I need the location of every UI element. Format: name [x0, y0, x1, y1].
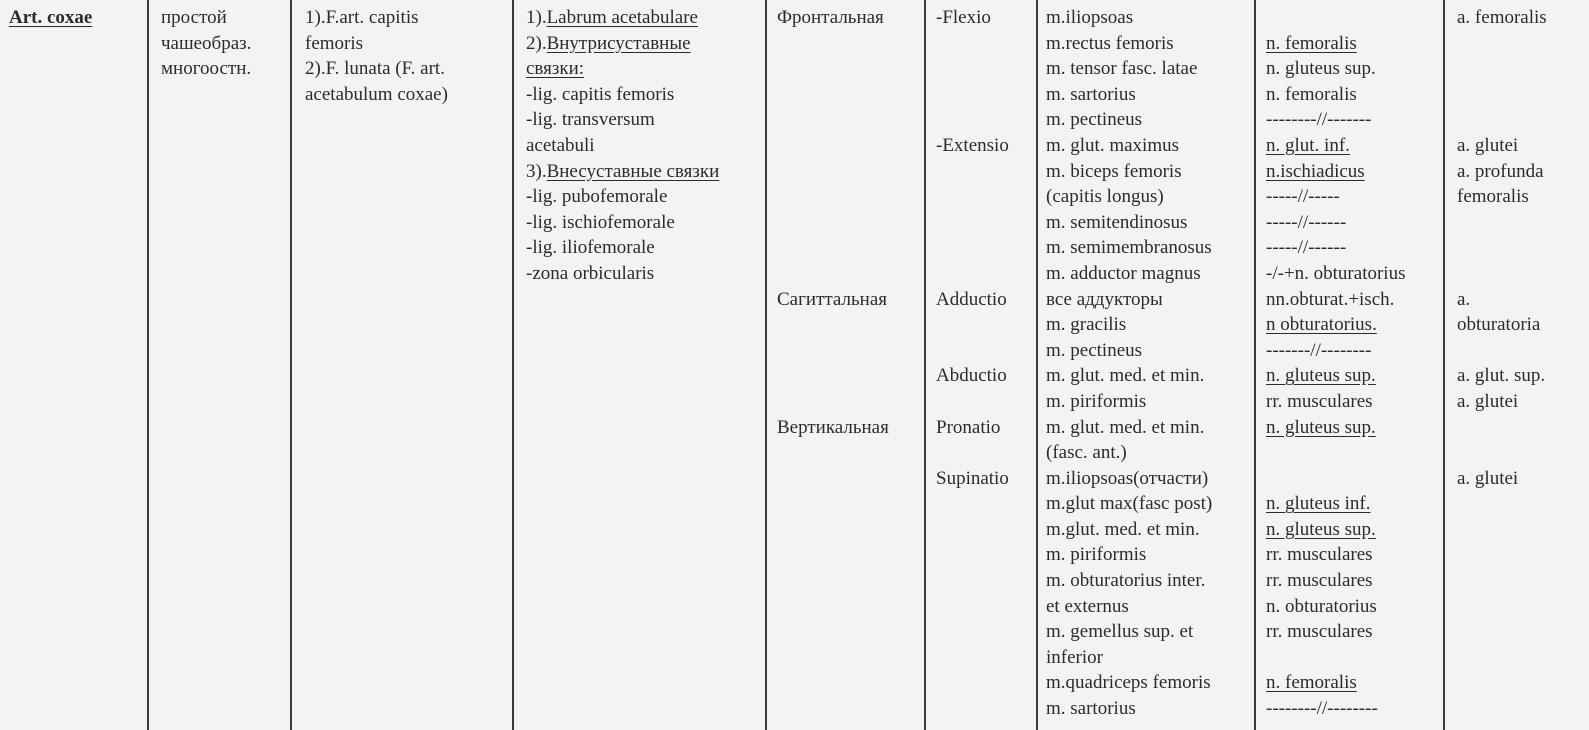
muscle-name: m. pectineus — [1046, 339, 1143, 361]
arteries-cell — [1457, 5, 1547, 491]
joint-type-cell — [161, 5, 251, 82]
artery-name — [1457, 82, 1547, 108]
artery-name — [1457, 210, 1547, 236]
table-divider — [1036, 0, 1038, 730]
axis-label — [777, 338, 889, 364]
movement-label — [936, 31, 1009, 57]
table-divider — [290, 0, 292, 730]
nerve-name: n. gluteus sup. — [1266, 518, 1376, 540]
table-divider — [1443, 0, 1445, 730]
movement-label — [936, 107, 1009, 133]
axis-label: Вертикальная — [777, 416, 889, 438]
nerve-name — [1266, 466, 1405, 492]
muscle-name: m. pectineus — [1046, 109, 1143, 131]
muscle-name: m. obturatorius inter. — [1046, 570, 1206, 592]
nerve-name: n. femoralis — [1266, 672, 1357, 694]
table-divider — [924, 0, 926, 730]
movement-label: Adductio — [936, 288, 1007, 310]
movement-label — [936, 210, 1009, 236]
artery-name — [1457, 31, 1547, 57]
nerve-name: -/-+n. obturatorius — [1266, 262, 1406, 284]
artery-name — [1457, 235, 1547, 261]
joint-type-line: чашеобраз. — [161, 32, 252, 54]
muscle-name: m. glut. med. et min. — [1046, 365, 1205, 387]
nerve-name: n.ischiadicus — [1266, 160, 1365, 182]
movement-label — [936, 159, 1009, 185]
table-divider — [1254, 0, 1256, 730]
nerve-name: --------//------- — [1266, 109, 1372, 131]
nerve-name: rr. musculares — [1266, 390, 1373, 412]
movement-label: -Extensio — [936, 134, 1009, 156]
artery-name — [1457, 56, 1547, 82]
artery-name — [1457, 261, 1547, 287]
movement-label: Pronatio — [936, 416, 1001, 438]
muscle-name: m. piriformis — [1046, 390, 1147, 412]
axis-label — [777, 389, 889, 415]
joint-type-line: простой — [161, 7, 227, 28]
muscle-name: m.glut. med. et min. — [1046, 518, 1200, 540]
apparatus-line: -lig. transversum — [526, 109, 655, 131]
muscle-name: m. biceps femoris — [1046, 160, 1182, 182]
movement-label — [936, 338, 1009, 364]
nerve-name: n obturatorius. — [1266, 314, 1377, 336]
table-divider — [147, 0, 149, 730]
nerve-name: n. gluteus inf. — [1266, 493, 1371, 515]
muscle-name: m. glut. maximus — [1046, 134, 1179, 156]
articular-surface-line: 2).F. lunata (F. art. — [305, 58, 445, 80]
muscle-name: m.iliopsoas — [1046, 7, 1134, 28]
muscle-name: m. piriformis — [1046, 544, 1147, 566]
joint-name: Art. coxae — [9, 7, 93, 28]
movement-label — [936, 389, 1009, 415]
movement-label — [936, 184, 1009, 210]
nerve-name: n. gluteus sup. — [1266, 416, 1376, 438]
muscle-name: все аддукторы — [1046, 288, 1163, 310]
axis-label: Сагиттальная — [777, 288, 887, 310]
auxiliary-apparatus-cell — [526, 5, 719, 287]
table-divider — [765, 0, 767, 730]
axis-label: Фронтальная — [777, 7, 884, 28]
nerve-name: n. glut. inf. — [1266, 134, 1350, 156]
axis-label — [777, 107, 889, 133]
nerve-name: rr. musculares — [1266, 570, 1373, 592]
nerve-name — [1266, 5, 1405, 31]
movement-label: Abductio — [936, 365, 1007, 387]
movement-label — [936, 440, 1009, 466]
muscles-cell — [1046, 5, 1212, 722]
artery-name: a. glutei — [1457, 134, 1519, 156]
axis-label — [777, 184, 889, 210]
apparatus-line: -lig. ischiofemorale — [526, 211, 675, 233]
articular-surface-line: femoris — [305, 32, 364, 54]
axis-label — [777, 210, 889, 236]
muscle-name: m.iliopsoas(отчасти) — [1046, 467, 1209, 489]
apparatus-heading: Labrum acetabulare — [546, 7, 698, 28]
axis-label — [777, 261, 889, 287]
apparatus-line: 2).Внутрисуставные — [526, 32, 691, 54]
articular-surface-line: acetabulum coxae) — [305, 83, 448, 105]
nerves-cell — [1266, 5, 1405, 722]
muscle-name: m. sartorius — [1046, 698, 1136, 720]
muscle-name: m. tensor fasc. latae — [1046, 58, 1198, 80]
artery-name: a. glutei — [1457, 467, 1519, 489]
muscle-name: m.glut max(fasc post) — [1046, 493, 1213, 515]
muscle-name: m. sartorius — [1046, 83, 1136, 105]
axis-label — [777, 363, 889, 389]
artery-name: a. glutei — [1457, 390, 1519, 412]
muscle-name: m. semitendinosus — [1046, 211, 1188, 233]
axis-label — [777, 159, 889, 185]
axis-label — [777, 235, 889, 261]
movements-cell — [936, 5, 1009, 491]
nerve-name: -----//------ — [1266, 211, 1347, 233]
artery-name — [1457, 440, 1547, 466]
nerve-name: -----//------ — [1266, 237, 1347, 259]
apparatus-line: -zona orbicularis — [526, 262, 655, 284]
apparatus-line: 1).Labrum acetabulare — [526, 7, 698, 28]
artery-name: a. glut. sup. — [1457, 365, 1546, 387]
apparatus-heading: связки: — [526, 58, 585, 80]
muscle-name: (fasc. ant.) — [1046, 442, 1127, 464]
artery-name: a. profunda — [1457, 160, 1544, 182]
apparatus-line: 3).Внесуставные связки — [526, 160, 720, 182]
nerve-name — [1266, 440, 1405, 466]
muscle-name: m. semimembranosus — [1046, 237, 1212, 259]
artery-name: a. — [1457, 288, 1471, 310]
muscle-name: m. gemellus sup. et — [1046, 621, 1194, 643]
nerve-name: n. femoralis — [1266, 83, 1357, 105]
apparatus-line: acetabuli — [526, 134, 595, 156]
nerve-name: --------//-------- — [1266, 698, 1378, 720]
axis-label — [777, 56, 889, 82]
axis-label — [777, 312, 889, 338]
movement-label — [936, 312, 1009, 338]
articular-surfaces-cell — [305, 5, 448, 107]
artery-name — [1457, 107, 1547, 133]
nerve-name: n. gluteus sup. — [1266, 365, 1376, 387]
nerve-name: n. femoralis — [1266, 32, 1357, 54]
nerve-name: rr. musculares — [1266, 544, 1373, 566]
movement-label — [936, 56, 1009, 82]
apparatus-line — [526, 56, 719, 82]
artery-name: a. femoralis — [1457, 7, 1547, 28]
muscle-name: et externus — [1046, 595, 1129, 617]
nerve-name: n. gluteus sup. — [1266, 58, 1376, 80]
muscle-name: (capitis longus) — [1046, 186, 1164, 208]
nerve-name — [1266, 645, 1405, 671]
nerve-name: -----//----- — [1266, 186, 1340, 208]
muscle-name: m. glut. med. et min. — [1046, 416, 1205, 438]
axis-label — [777, 82, 889, 108]
joint-type-line: многоостн. — [161, 58, 252, 80]
artery-name — [1457, 338, 1547, 364]
nerve-name: rr. musculares — [1266, 621, 1373, 643]
muscle-name: m.rectus femoris — [1046, 32, 1174, 54]
artery-name — [1457, 415, 1547, 441]
muscle-name: m.quadriceps femoris — [1046, 672, 1211, 694]
artery-name: femoralis — [1457, 186, 1529, 208]
muscle-name: inferior — [1046, 646, 1103, 668]
movement-label — [936, 235, 1009, 261]
muscle-name: m. adductor magnus — [1046, 262, 1201, 284]
movement-label: -Flexio — [936, 7, 991, 28]
movement-label — [936, 82, 1009, 108]
nerve-name: nn.obturat.+isch. — [1266, 288, 1395, 310]
axis-label — [777, 133, 889, 159]
muscle-name: m. gracilis — [1046, 314, 1127, 336]
joint-name-cell — [9, 5, 92, 31]
movement-label: Supinatio — [936, 467, 1009, 489]
movement-label — [936, 261, 1009, 287]
table-divider — [512, 0, 514, 730]
apparatus-heading: Внесуставные связки — [546, 160, 720, 182]
apparatus-line: -lig. pubofemorale — [526, 186, 668, 208]
apparatus-line: -lig. capitis femoris — [526, 83, 675, 105]
axes-cell — [777, 5, 889, 440]
axis-label — [777, 31, 889, 57]
artery-name: obturatoria — [1457, 314, 1541, 336]
nerve-name: n. obturatorius — [1266, 595, 1377, 617]
apparatus-heading: Внутрисуставные — [546, 32, 691, 54]
articular-surface-line: 1).F.art. capitis — [305, 7, 419, 28]
nerve-name: -------//-------- — [1266, 339, 1372, 361]
apparatus-line: -lig. iliofemorale — [526, 237, 655, 259]
